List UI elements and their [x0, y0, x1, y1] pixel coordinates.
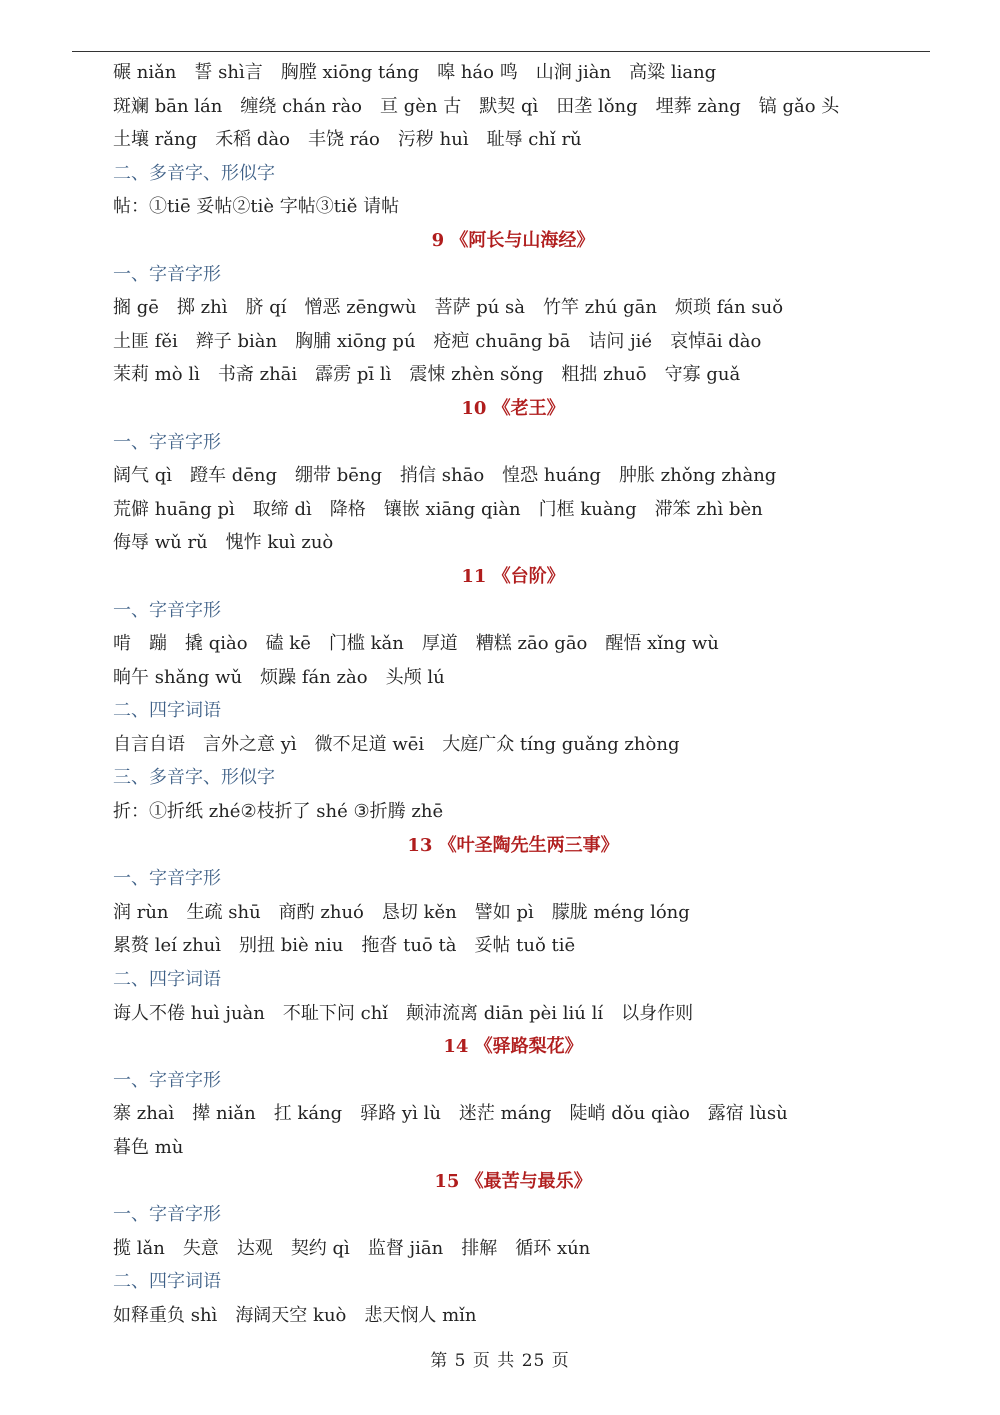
- vocab-item: 胸脯 xiōng pú: [295, 330, 416, 352]
- vocab-item: 禾稻 dào: [215, 129, 290, 151]
- vocab-item: 愧怍 kuì zuò: [225, 532, 334, 554]
- vocab-item: 震悚 zhèn sǒng: [409, 364, 544, 386]
- vocab-item: 捎信 shāo: [400, 465, 485, 487]
- vocab-item: 霹雳 pī lì: [315, 364, 392, 386]
- section-heading: 一、字音字形: [113, 1204, 221, 1226]
- vocab-item: 契约 qì: [290, 1237, 350, 1259]
- text-line: 帖：①tiē 妥帖②tiè 字帖③tiě 请帖: [113, 196, 400, 218]
- vocab-item: 厚道: [421, 633, 458, 655]
- vocab-item: 茉莉 mò lì: [113, 364, 200, 386]
- vocab-line: [113, 90, 913, 124]
- vocab-item: 门槛 kǎn: [328, 633, 404, 655]
- text-line: 折：①折纸 zhé②枝折了 shé ③折腾 zhē: [113, 801, 444, 823]
- vocab-item: 迷茫 máng: [458, 1103, 552, 1125]
- vocab-item: 土匪 fěi: [113, 330, 178, 352]
- vocab-item: 暮色 mù: [113, 1137, 184, 1158]
- vocab-item: 寨 zhaì: [113, 1103, 175, 1125]
- vocab-item: 拖沓 tuō tà: [361, 935, 457, 957]
- section-heading: 一、字音字形: [113, 599, 221, 621]
- vocab-item: 哀悼āi dào: [670, 330, 762, 352]
- vocab-item: 田垄 lǒng: [556, 95, 638, 117]
- lesson-title: 9 《阿长与山海经》: [431, 229, 595, 251]
- vocab-line: [113, 661, 913, 695]
- vocab-item: 搁 gē: [113, 297, 159, 319]
- section-heading: 一、字音字形: [113, 431, 221, 453]
- vocab-item: 掷 zhì: [176, 297, 228, 319]
- header-rule: [72, 51, 930, 52]
- vocab-item: 醒悟 xǐng wù: [605, 633, 719, 655]
- vocab-item: 碾 niǎn: [113, 62, 177, 83]
- vocab-item: 晌午 shǎng wǔ: [113, 666, 243, 688]
- lesson-title: 13 《叶圣陶先生两三事》: [407, 834, 619, 856]
- vocab-line: [113, 929, 913, 963]
- section-heading: 一、字音字形: [113, 868, 221, 890]
- vocab-item: 降格: [329, 498, 366, 520]
- vocab-item: 累赘 leí zhuì: [113, 935, 222, 957]
- vocab-item: 排解: [461, 1237, 498, 1259]
- vocab-item: 荒僻 huāng pì: [113, 498, 235, 520]
- vocab-line: [113, 325, 913, 359]
- vocab-item: 滞笨 zhì bèn: [654, 498, 763, 520]
- vocab-item: 辫子 biàn: [195, 330, 278, 352]
- vocab-line: [113, 291, 913, 325]
- lesson-title: 14 《驿路梨花》: [443, 1036, 583, 1058]
- vocab-item: 肿胀 zhǒng zhàng: [618, 465, 777, 487]
- vocab-line: [113, 123, 913, 157]
- vocab-line: [113, 493, 913, 527]
- vocab-item: 磕 kē: [265, 633, 311, 655]
- section-heading: 二、四字词语: [113, 969, 221, 991]
- vocab-item: 镐 gǎo 头: [758, 95, 840, 117]
- vocab-item: 颠沛流离 diān pèi liú lí: [406, 1002, 604, 1024]
- vocab-item: 脐 qí: [245, 297, 287, 319]
- vocab-item: 烦琐 fán suǒ: [674, 297, 784, 319]
- vocab-item: 撬 qiào: [185, 633, 248, 655]
- vocab-item: 誓 shì言: [194, 62, 263, 83]
- vocab-item: 言外之意 yì: [203, 733, 297, 755]
- vocab-item: 蹦: [149, 633, 167, 655]
- vocab-item: 惶恐 huáng: [502, 465, 601, 487]
- vocab-item: 阔气 qì: [113, 465, 173, 487]
- vocab-item: 譬如 pì: [474, 901, 534, 923]
- lesson-title: 15 《最苦与最乐》: [434, 1170, 592, 1192]
- vocab-item: 蹬车 dēng: [190, 465, 278, 487]
- vocab-item: 亘 gèn 古: [380, 95, 462, 117]
- vocab-item: 粗拙 zhuō: [561, 364, 647, 386]
- vocab-item: 头颅 lú: [385, 666, 445, 688]
- vocab-item: 斑斓 bān lán: [113, 95, 223, 117]
- vocab-item: 别扭 biè niu: [239, 935, 344, 957]
- vocab-item: 耻辱 chǐ rǔ: [486, 129, 582, 151]
- vocab-item: 扛 káng: [273, 1103, 343, 1125]
- vocab-item: 恳切 kěn: [381, 901, 457, 923]
- vocab-line: [113, 997, 913, 1031]
- vocab-item: 默契 qì: [479, 95, 539, 117]
- vocab-item: 丰饶 ráo: [308, 129, 380, 151]
- vocab-item: 高粱 liang: [629, 62, 717, 83]
- vocab-item: 妥帖 tuǒ tiē: [474, 935, 576, 957]
- vocab-line: [113, 728, 913, 762]
- vocab-line: [113, 896, 913, 930]
- section-heading: 一、字音字形: [113, 263, 221, 285]
- vocab-item: 菩萨 pú sà: [434, 297, 525, 319]
- page-footer: 第 5 页 共 25 页: [430, 1351, 570, 1371]
- vocab-item: 憎恶 zēngwù: [304, 297, 417, 319]
- vocab-item: 露宿 lùsù: [707, 1103, 788, 1125]
- vocab-line: [113, 1097, 913, 1131]
- vocab-item: 悲天悯人 mǐn: [364, 1304, 477, 1326]
- vocab-item: 以身作则: [621, 1002, 694, 1024]
- vocab-line: [113, 358, 913, 392]
- vocab-item: 润 rùn: [113, 901, 169, 923]
- vocab-item: 商酌 zhuó: [278, 901, 364, 923]
- vocab-item: 绷带 bēng: [295, 465, 383, 487]
- vocab-item: 大庭广众 tíng guǎng zhòng: [442, 733, 680, 755]
- vocab-item: 诘问 jié: [588, 330, 653, 352]
- vocab-line: [113, 56, 913, 90]
- vocab-item: 守寡 guǎ: [664, 364, 741, 386]
- vocab-item: 驿路 yì lù: [360, 1103, 441, 1125]
- vocab-line: [113, 459, 913, 493]
- vocab-item: 揽 lǎn: [113, 1237, 165, 1259]
- vocab-line: [113, 526, 913, 560]
- vocab-item: 啃: [113, 633, 131, 655]
- section-heading: 二、多音字、形似字: [113, 162, 275, 184]
- vocab-item: 海阔天空 kuò: [235, 1304, 347, 1326]
- vocab-item: 生疏 shū: [186, 901, 261, 923]
- vocab-item: 烦躁 fán zào: [260, 666, 368, 688]
- vocab-item: 疮疤 chuāng bā: [433, 330, 571, 352]
- vocab-item: 自言自语: [113, 733, 185, 755]
- vocab-line: [113, 627, 913, 661]
- vocab-item: 不耻下问 chǐ: [282, 1002, 389, 1024]
- vocab-item: 如释重负 shì: [113, 1304, 218, 1326]
- vocab-item: 陡峭 dǒu qiào: [569, 1103, 690, 1125]
- vocab-item: 竹竿 zhú gān: [543, 297, 657, 319]
- vocab-item: 诲人不倦 huì juàn: [113, 1002, 265, 1024]
- vocab-item: 胸膛 xiōng táng: [280, 62, 420, 83]
- vocab-item: 书斋 zhāi: [217, 364, 298, 386]
- vocab-item: 侮辱 wǔ rǔ: [113, 532, 208, 554]
- vocab-item: 镶嵌 xiāng qiàn: [383, 498, 521, 520]
- vocab-item: 污秽 huì: [397, 129, 469, 151]
- vocab-item: 埋葬 zàng: [655, 95, 741, 117]
- section-heading: 二、四字词语: [113, 1271, 221, 1293]
- vocab-item: 微不足道 wēi: [314, 733, 425, 755]
- document-body: [113, 56, 913, 1333]
- vocab-item: 达观: [236, 1237, 273, 1259]
- lesson-title: 10 《老王》: [461, 397, 565, 419]
- vocab-item: 监督 jiān: [367, 1237, 444, 1259]
- vocab-item: 土壤 rǎng: [113, 129, 198, 151]
- vocab-item: 糟糕 zāo gāo: [475, 633, 588, 655]
- vocab-line: [113, 1299, 913, 1333]
- lesson-title: 11 《台阶》: [461, 565, 565, 587]
- section-heading: 二、四字词语: [113, 700, 221, 722]
- vocab-item: 取缔 dì: [252, 498, 312, 520]
- vocab-item: 嗥 háo 鸣: [437, 62, 518, 83]
- vocab-item: 循环 xún: [515, 1237, 591, 1259]
- vocab-line: [113, 1131, 913, 1165]
- vocab-item: 撵 niǎn: [192, 1103, 256, 1125]
- section-heading: 一、字音字形: [113, 1069, 221, 1091]
- vocab-item: 门框 kuàng: [538, 498, 637, 520]
- vocab-item: 山涧 jiàn: [535, 62, 612, 83]
- vocab-item: 朦胧 méng lóng: [551, 901, 690, 923]
- section-heading: 三、多音字、形似字: [113, 767, 275, 789]
- vocab-item: 失意: [182, 1237, 219, 1259]
- vocab-item: 缠绕 chán rào: [240, 95, 362, 117]
- vocab-line: [113, 1232, 913, 1266]
